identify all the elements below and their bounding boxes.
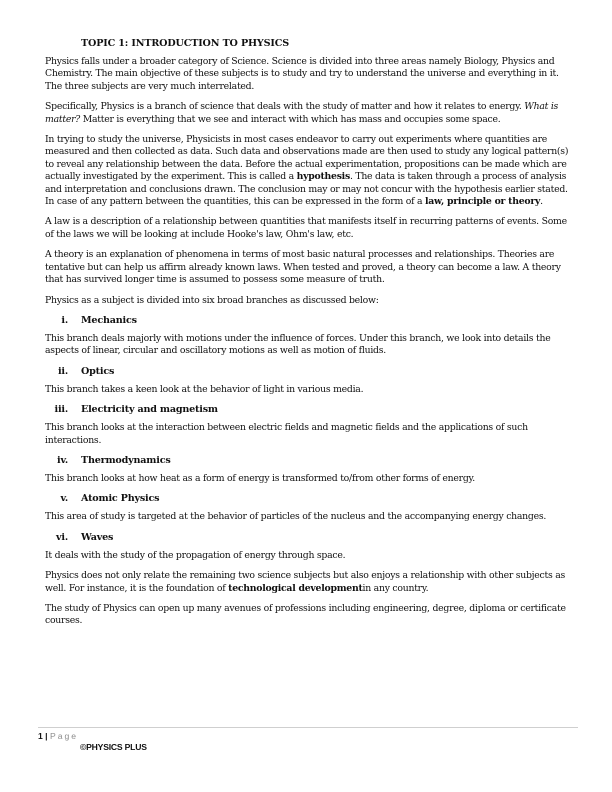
copyright-notice: ©PHYSICS PLUS	[80, 742, 147, 752]
branch-description: This branch deals majorly with motions under the influence of forces. Under this branch, we look into details the aspects of linear, circular and oscillatory motions as well as motion of fluids.	[45, 332, 551, 357]
branch-heading	[45, 404, 575, 415]
branch-item	[45, 455, 575, 485]
emphasis-text: technological development	[228, 582, 363, 594]
branch-title: Atomic Physics	[81, 493, 160, 505]
branch-heading	[45, 532, 575, 543]
branch-title: Electricity and magnetism	[81, 404, 218, 416]
branch-numeral: iii.	[54, 404, 68, 416]
branch-numeral: i.	[61, 314, 68, 326]
text-run: In trying to study the universe, Physicists in most cases endeavor to carry out experiments where quantities are measured and then collected as data. Such data and observations made are then used to study any logical pattern(s) to reveal any relationship between the data. Before the actual experimentation, propositions can be made which are actually investigated by the experiment. This is called a	[45, 134, 569, 183]
page-footer	[38, 727, 578, 752]
emphasis-text: What is matter?	[45, 101, 559, 125]
paragraph	[45, 216, 575, 241]
topic-title: TOPIC 1: INTRODUCTION TO PHYSICS	[81, 38, 290, 49]
branch-description: This branch looks at how heat as a form of energy is transformed to/from other forms of energy.	[45, 472, 476, 484]
text-run: in any country.	[362, 582, 429, 594]
branch-numeral: v.	[60, 493, 68, 505]
text-run: Physics falls under a broader category of Science. Science is divided into three areas namely Biology, Physics and Chemistry. The main objective of these subjects is to study and try to understand the universe and everything in it. The three subjects are very much interrelated.	[45, 56, 559, 92]
paragraph	[45, 134, 575, 208]
emphasis-text: hypothesis	[296, 171, 350, 183]
text-run: Matter is everything that we see and interact with which has mass and occupies some space.	[80, 113, 501, 125]
paragraph	[45, 249, 575, 286]
page-indicator	[38, 731, 578, 741]
branches-list	[45, 315, 575, 562]
branch-description: This branch takes a keen look at the behavior of light in various media.	[45, 383, 364, 395]
paragraph	[45, 603, 575, 628]
text-run: Physics does not only relate the remaining two science subjects but also enjoys a relationship with other subjects as well. For instance, it is the foundation of	[45, 570, 566, 594]
paragraph	[45, 570, 575, 595]
branch-description: It deals with the study of the propagation of energy through space.	[45, 549, 346, 561]
document-page	[45, 38, 575, 636]
paragraph	[45, 56, 575, 93]
branch-title: Optics	[81, 365, 115, 377]
branch-heading	[45, 455, 575, 466]
branch-item	[45, 532, 575, 562]
text-run: A theory is an explanation of phenomena in terms of most basic natural processes and relationships. Theories are tentative but can help us affirm already known laws. When tested and proved, a theory can become a law. A theory that has survived longer time is assumed to possess some measure of truth.	[45, 249, 561, 286]
branch-item	[45, 315, 575, 358]
closing-section	[45, 570, 575, 628]
paragraph	[45, 101, 575, 126]
page-separator: |	[42, 731, 50, 741]
branch-heading	[45, 366, 575, 377]
page-label: Page	[49, 731, 79, 741]
branch-numeral: iv.	[57, 454, 68, 466]
text-run: . The data is taken through a process of analysis and interpretation and conclusions drawn. The conclusion may or may not concur with the hypothesis earlier stated. In case of any pattern between the quantities, this can be expressed in the form of a	[45, 171, 568, 208]
intro-section	[45, 56, 575, 307]
text-run: .	[540, 196, 543, 208]
branch-description: This area of study is targeted at the behavior of particles of the nucleus and the accompanying energy changes.	[45, 511, 547, 523]
branch-title: Mechanics	[81, 314, 137, 326]
branch-item	[45, 366, 575, 396]
branch-heading	[45, 493, 575, 504]
branch-heading	[45, 315, 575, 326]
branch-item	[45, 493, 575, 523]
branch-numeral: ii.	[57, 365, 68, 377]
branch-description: This branch looks at the interaction between electric fields and magnetic fields and the applications of such interactions.	[45, 422, 528, 446]
branch-numeral: vi.	[56, 531, 68, 543]
text-run: Specifically, Physics is a branch of science that deals with the study of matter and how it relates to energy.	[45, 101, 525, 113]
page-number: 1	[38, 731, 43, 741]
text-run: A law is a description of a relationship between quantities that manifests itself in recurring patterns of events. Some of the laws we will be looking at include Hooke's law, Ohm's law, etc.	[45, 216, 567, 240]
paragraph	[45, 295, 575, 307]
emphasis-text: law, principle or theory	[424, 196, 541, 208]
branch-item	[45, 404, 575, 447]
branch-title: Waves	[81, 531, 114, 543]
text-run: Physics as a subject is divided into six broad branches as discussed below:	[45, 294, 379, 306]
branch-title: Thermodynamics	[81, 454, 171, 466]
text-run: The study of Physics can open up many avenues of professions including engineering, degree, diploma or certificate courses.	[45, 602, 566, 627]
